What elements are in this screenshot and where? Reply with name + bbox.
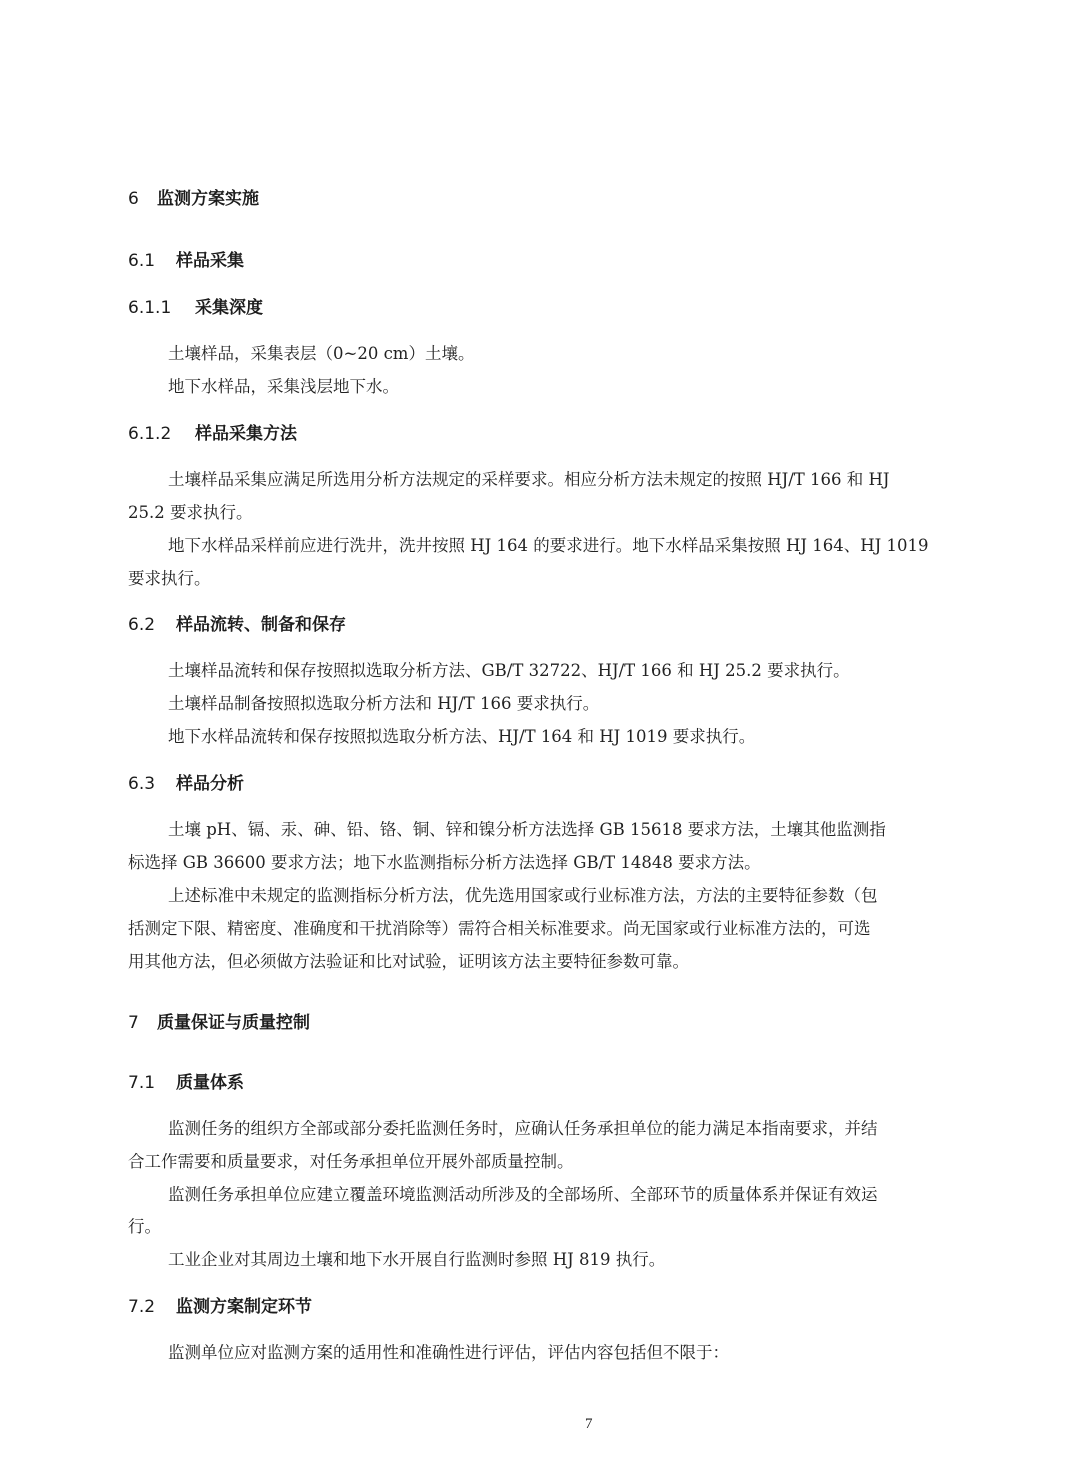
section-heading-6-2 xyxy=(128,613,346,637)
paragraph-line: 土壤 pH、镉、汞、砷、铅、铬、铜、锌和镍分析方法选择 GB 15618 要求方法，土壤其他监测指 xyxy=(168,820,886,839)
section-number: 6.1 xyxy=(128,251,156,271)
section-number: 6.3 xyxy=(128,774,156,794)
section-title: 监测方案制定环节 xyxy=(176,1297,312,1317)
paragraph-line: 要求执行。 xyxy=(128,569,211,588)
section-number: 7.1 xyxy=(128,1073,156,1093)
paragraph-line: 土壤样品采集应满足所选用分析方法规定的采样要求。相应分析方法未规定的按照 HJ/T 166 和 HJ xyxy=(168,470,890,489)
paragraph-line: 标选择 GB 36600 要求方法；地下水监测指标分析方法选择 GB/T 14848 要求方法。 xyxy=(128,853,761,872)
paragraph-line: 25.2 要求执行。 xyxy=(128,503,253,522)
paragraph-line: 监测任务的组织方全部或部分委托监测任务时，应确认任务承担单位的能力满足本指南要求，并结 xyxy=(168,1119,878,1138)
paragraph-line: 土壤样品流转和保存按照拟选取分析方法、GB/T 32722、HJ/T 166 和 HJ 25.2 要求执行。 xyxy=(168,661,850,680)
section-heading-6-1 xyxy=(128,249,244,273)
paragraph-line: 合工作需要和质量要求，对任务承担单位开展外部质量控制。 xyxy=(128,1152,574,1171)
section-title: 样品采集 xyxy=(176,251,244,271)
section-number: 6 xyxy=(128,189,139,209)
section-title: 采集深度 xyxy=(195,298,263,318)
paragraph-line: 地下水样品流转和保存按照拟选取分析方法、HJ/T 164 和 HJ 1019 要求执行。 xyxy=(168,727,756,746)
paragraph-line: 括测定下限、精密度、准确度和干扰消除等）需符合相关标准要求。尚无国家或行业标准方法的，可选 xyxy=(128,919,871,938)
section-heading-7-2 xyxy=(128,1295,312,1319)
section-number: 6.1.2 xyxy=(128,424,172,444)
section-heading-6-1-2 xyxy=(128,422,297,446)
page-number: 7 xyxy=(585,1416,593,1432)
section-title: 质量体系 xyxy=(176,1073,244,1093)
paragraph-line: 监测任务承担单位应建立覆盖环境监测活动所涉及的全部场所、全部环节的质量体系并保证有效运 xyxy=(168,1185,878,1204)
section-title: 样品采集方法 xyxy=(195,424,297,444)
section-title: 监测方案实施 xyxy=(157,189,259,209)
paragraph-line: 工业企业对其周边土壤和地下水开展自行监测时参照 HJ 819 执行。 xyxy=(168,1250,666,1269)
section-number: 7 xyxy=(128,1013,139,1033)
paragraph-line: 用其他方法，但必须做方法验证和比对试验，证明该方法主要特征参数可靠。 xyxy=(128,952,689,971)
paragraph-line: 土壤样品，采集表层（0~20 cm）土壤。 xyxy=(168,344,475,363)
section-title: 样品分析 xyxy=(176,774,244,794)
paragraph-line: 土壤样品制备按照拟选取分析方法和 HJ/T 166 要求执行。 xyxy=(168,694,600,713)
section-number: 7.2 xyxy=(128,1297,156,1317)
section-heading-7-1 xyxy=(128,1071,244,1095)
paragraph-line: 地下水样品，采集浅层地下水。 xyxy=(168,377,399,396)
section-heading-6-3 xyxy=(128,772,244,796)
paragraph-line: 上述标准中未规定的监测指标分析方法，优先选用国家或行业标准方法，方法的主要特征参数（包 xyxy=(168,886,878,905)
paragraph-line: 监测单位应对监测方案的适用性和准确性进行评估，评估内容包括但不限于： xyxy=(168,1343,729,1362)
section-title: 样品流转、制备和保存 xyxy=(176,615,346,635)
section-title: 质量保证与质量控制 xyxy=(157,1013,310,1033)
section-heading-7 xyxy=(128,1011,310,1035)
section-heading-6 xyxy=(128,187,259,211)
section-heading-6-1-1 xyxy=(128,296,263,320)
paragraph-line: 行。 xyxy=(128,1217,161,1236)
section-number: 6.1.1 xyxy=(128,298,172,318)
section-number: 6.2 xyxy=(128,615,156,635)
paragraph-line: 地下水样品采样前应进行洗井，洗井按照 HJ 164 的要求进行。地下水样品采集按照 HJ 164、HJ 1019 xyxy=(168,536,929,555)
